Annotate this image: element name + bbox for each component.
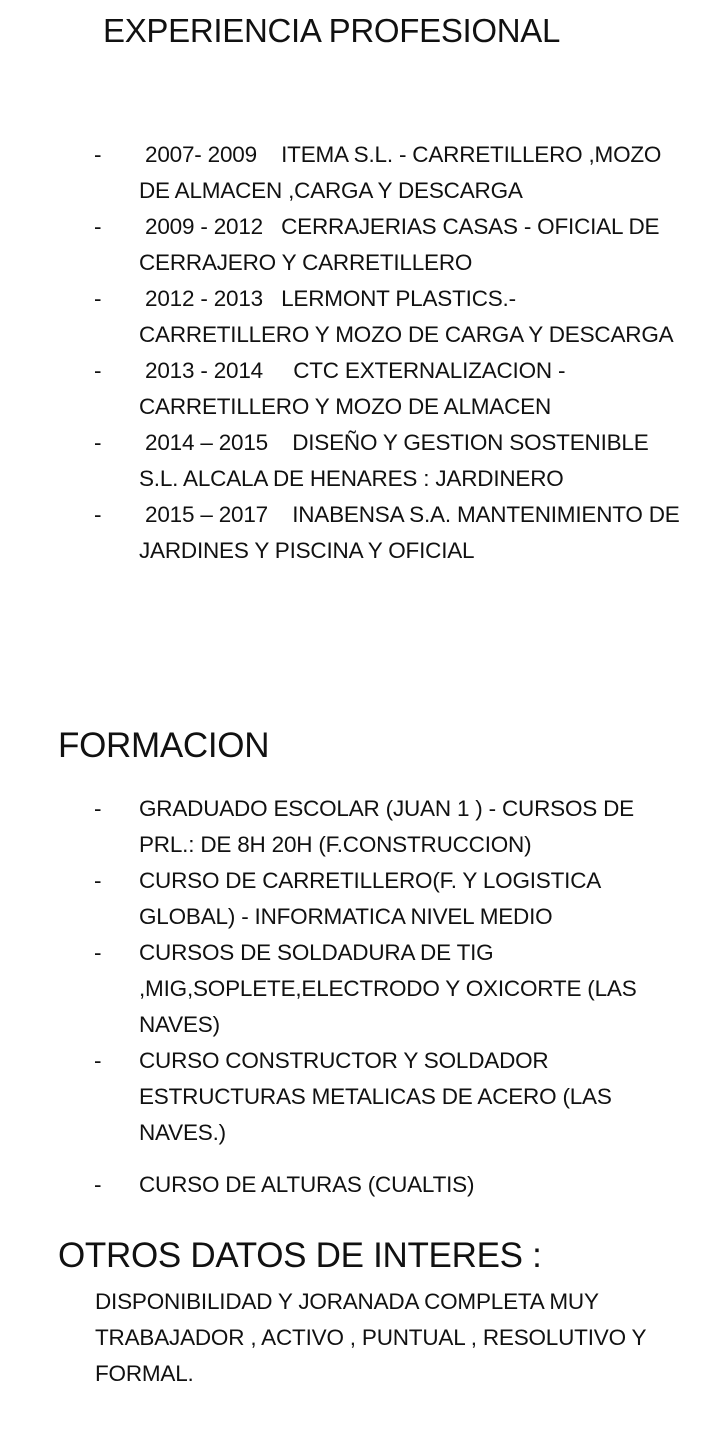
bullet-dash: - [94,358,102,383]
list-item [0,425,720,497]
item-text: ITEMA S.L. - CARRETILLERO ,MOZO DE ALMACEN ,CARGA Y DESCARGA [139,142,662,203]
bullet-dash: - [94,940,102,965]
list-item [0,1043,720,1151]
list-item [0,1167,720,1203]
bullet-dash: - [94,868,102,893]
education-list [0,791,720,1203]
item-text: DISEÑO Y GESTION SOSTENIBLE S.L. ALCALA DE HENARES : JARDINERO [139,430,649,491]
otros-paragraph: DISPONIBILIDAD Y JORANADA COMPLETA MUY TRABAJADOR , ACTIVO , PUNTUAL , RESOLUTIVO Y FORMAL. [95,1289,646,1386]
item-text: CURSOS DE SOLDADURA DE TIG ,MIG,SOPLETE,ELECTRODO Y OXICORTE (LAS NAVES) [139,940,637,1037]
bullet-dash: - [94,502,102,527]
list-item [0,209,720,281]
date-range: 2009 - 2012 [139,214,282,239]
date-range: 2014 – 2015 [139,430,293,455]
bullet-dash: - [94,286,102,311]
list-item [0,137,720,209]
bullet-dash: - [94,430,102,455]
bullet-dash: - [94,796,102,821]
section-title-otros: OTROS DATOS DE INTERES : [58,1236,542,1275]
list-item [0,863,720,935]
item-text: GRADUADO ESCOLAR (JUAN 1 ) - CURSOS DE PRL.: DE 8H 20H (F.CONSTRUCCION) [139,796,634,857]
bullet-dash: - [94,214,102,239]
item-text: CURSO DE CARRETILLERO(F. Y LOGISTICA GLOBAL) - INFORMATICA NIVEL MEDIO [139,868,600,929]
date-range: 2012 - 2013 [139,286,282,311]
date-range: 2015 – 2017 [139,502,293,527]
date-range: 2007- 2009 [139,142,282,167]
bullet-dash: - [94,1048,102,1073]
list-item [0,281,720,353]
list-item [0,497,720,569]
date-range: 2013 - 2014 [139,358,294,383]
list-item [0,935,720,1043]
experience-list [0,137,720,569]
item-text: CURSO DE ALTURAS (CUALTIS) [139,1172,475,1197]
section-title-formacion: FORMACION [58,726,270,765]
list-item [0,353,720,425]
item-text: LERMONT PLASTICS.- CARRETILLERO Y MOZO DE CARGA Y DESCARGA [139,286,674,347]
bullet-dash: - [94,1172,102,1197]
item-text: CERRAJERIAS CASAS - OFICIAL DE CERRAJERO Y CARRETILLERO [139,214,660,275]
bullet-dash: - [94,142,102,167]
item-text: CURSO CONSTRUCTOR Y SOLDADOR ESTRUCTURAS METALICAS DE ACERO (LAS NAVES.) [139,1048,612,1145]
item-text: CTC EXTERNALIZACION - CARRETILLERO Y MOZO DE ALMACEN [139,358,566,419]
section-title-experiencia: EXPERIENCIA PROFESIONAL [103,12,561,49]
item-text: INABENSA S.A. MANTENIMIENTO DE JARDINES Y PISCINA Y OFICIAL [139,502,680,563]
list-item [0,791,720,863]
